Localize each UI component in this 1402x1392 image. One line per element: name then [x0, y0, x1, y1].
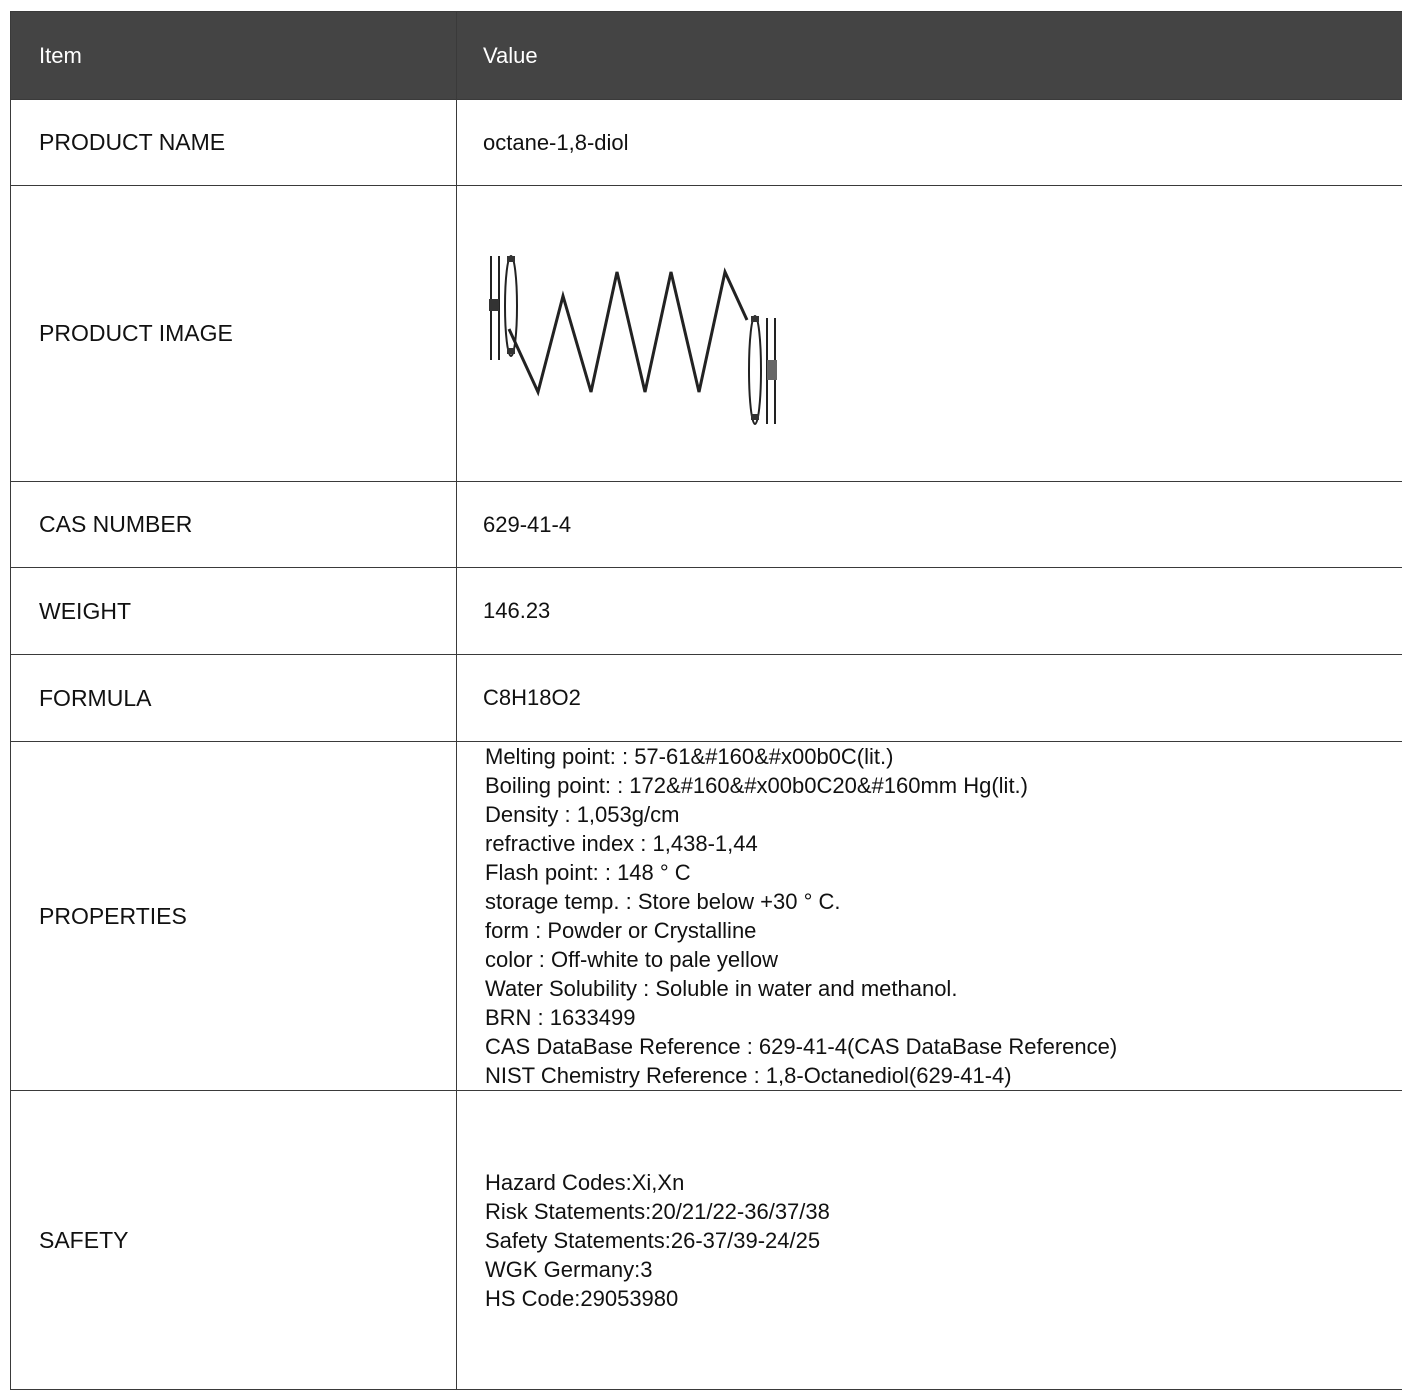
- properties-cell: [457, 742, 1402, 1091]
- properties-list: [483, 742, 1402, 1090]
- property-line: Density : 1,053g/cm: [485, 802, 680, 827]
- weight-value: 146.23: [457, 568, 1402, 655]
- table-header-row: [11, 12, 1402, 100]
- carbon-chain: [509, 272, 747, 392]
- properties-label: PROPERTIES: [11, 742, 457, 1091]
- safety-cell: [457, 1091, 1402, 1390]
- table-row-weight: [11, 568, 1402, 655]
- weight-label: WEIGHT: [11, 568, 457, 655]
- safety-line: Hazard Codes:Xi,Xn: [485, 1169, 685, 1195]
- table-row-properties: [11, 742, 1402, 1091]
- formula-value: C8H18O2: [457, 655, 1402, 742]
- safety-list: [483, 1168, 1402, 1313]
- property-line: form : Powder or Crystalline: [485, 918, 757, 943]
- product-image-cell: [457, 186, 1402, 482]
- cas-number-value: 629-41-4: [457, 482, 1402, 568]
- table-row-product-name: [11, 100, 1402, 186]
- formula-label: FORMULA: [11, 655, 457, 742]
- property-line: color : Off-white to pale yellow: [485, 947, 779, 972]
- property-line: refractive index : 1,438-1,44: [485, 831, 758, 856]
- table-row-product-image: [11, 186, 1402, 482]
- safety-line: Risk Statements:20/21/22-36/37/38: [485, 1198, 830, 1224]
- product-name-label: PRODUCT NAME: [11, 100, 457, 186]
- property-line: storage temp. : Store below +30 ° C.: [485, 889, 841, 914]
- safety-line: HS Code:29053980: [485, 1285, 679, 1311]
- property-line: CAS DataBase Reference : 629-41-4(CAS DataBase Reference): [485, 1034, 1118, 1059]
- product-name-value: octane-1,8-diol: [457, 100, 1402, 186]
- property-line: Boiling point: : 172&#160&#x00b0C20&#160mm Hg(lit.): [485, 773, 1028, 798]
- property-line: Melting point: : 57-61&#160&#x00b0C(lit.): [485, 744, 894, 769]
- property-line: Flash point: : 148 ° C: [485, 860, 691, 885]
- header-item: Item: [11, 12, 457, 100]
- table-row-formula: [11, 655, 1402, 742]
- product-image-label: PRODUCT IMAGE: [11, 186, 457, 482]
- product-spec-table: [10, 11, 1402, 1390]
- safety-line: Safety Statements:26-37/39-24/25: [485, 1227, 821, 1253]
- header-value: Value: [457, 12, 1402, 100]
- safety-label: SAFETY: [11, 1091, 457, 1390]
- safety-line: WGK Germany:3: [485, 1256, 653, 1282]
- molecule-structure-image: [483, 234, 813, 434]
- property-line: Water Solubility : Soluble in water and methanol.: [485, 976, 958, 1001]
- hydroxyl-left: [483, 234, 517, 360]
- property-line: BRN : 1633499: [485, 1005, 636, 1030]
- cas-number-label: CAS NUMBER: [11, 482, 457, 568]
- table-row-cas-number: [11, 482, 1402, 568]
- table-row-safety: [11, 1091, 1402, 1390]
- property-line: NIST Chemistry Reference : 1,8-Octanediol(629-41-4): [485, 1063, 1012, 1088]
